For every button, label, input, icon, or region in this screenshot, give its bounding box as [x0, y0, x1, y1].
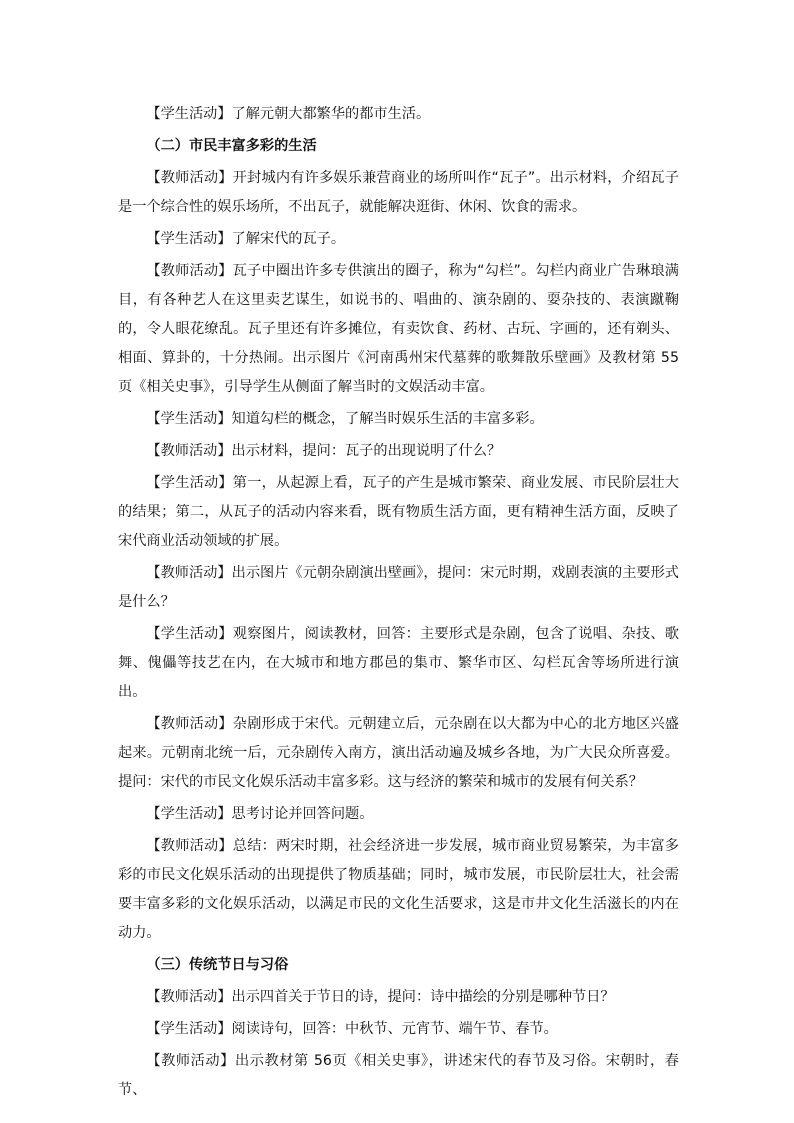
paragraph-teacher-activity: 【教师活动】开封城内有许多娱乐兼营商业的场所叫作“瓦子”。出示材料，介绍瓦子是一个综合性的娱乐场所，不出瓦子，就能解决逛街、休闲、饮食的需求。	[118, 170, 679, 216]
paragraph-teacher-activity: 【教师活动】出示四首关于节日的诗，提问：诗中描绘的分别是哪种节日？	[146, 988, 615, 1005]
paragraph-student-activity: 【学生活动】思考讨论并回答问题。	[146, 805, 374, 822]
paragraph-student-activity: 【学生活动】阅读诗句，回答：中秋节、元宵节、端午节、春节。	[146, 1021, 558, 1037]
paragraph-student-activity: 【学生活动】知道勾栏的概念，了解当时娱乐生活的丰富多彩。	[146, 411, 544, 427]
paragraph-student-activity: 【学生活动】观察图片，阅读教材，回答：主要形式是杂剧，包含了说唱、杂技、歌舞、傀儡等技艺在内，在大城市和地方郡邑的集市、繁华市区、勾栏瓦舍等场所进行演出。	[118, 626, 679, 700]
paragraph-teacher-activity: 【教师活动】杂剧形成于宋代。元朝建立后，元杂剧在以大都为中心的北方地区兴盛起来。元朝南北统一后，元杂剧传入南方，演出活动遍及城乡各地，为广大民众所喜爱。提问：宋代的市民文化娱乐活动丰富多彩。这与经济的繁荣和城市的发展有何关系？	[118, 716, 679, 790]
paragraph-student-activity: 【学生活动】第一，从起源上看，瓦子的产生是城市繁荣、商业发展、市民阶层壮大的结果；第二，从瓦子的活动内容来看，既有物质生活方面，更有精神生活方面，反映了宋代商业活动领域的扩展。	[118, 475, 679, 549]
paragraph-teacher-activity: 【教师活动】出示材料，提问：瓦子的出现说明了什么？	[146, 443, 502, 460]
paragraph-student-activity: 【学生活动】了解宋代的瓦子。	[146, 231, 346, 248]
paragraph-teacher-activity: 【教师活动】出示图片《元朝杂剧演出壁画》，提问：宋元时期，戏剧表演的主要形式是什么？	[118, 565, 679, 610]
section-heading: （二）市民丰富多彩的生活	[146, 138, 317, 155]
paragraph-teacher-activity: 【教师活动】瓦子中圈出许多专供演出的圈子，称为“勾栏”。勾栏内商业广告琳琅满目，有各种艺人在这里卖艺谋生，如说书的、唱曲的、演杂剧的、耍杂技的、表演蹴鞠的，令人眼花缭乱。瓦子里还有许多摊位，有卖饮食、药材、古玩、字画的，还有剃头、相面、算卦的，十分热闹。出示图片《河南禹州宋代墓葬的歌舞散乐壁画》及教材第 55页《相关史事》，引导学生从侧面了解当时的文娱活动丰富。	[118, 263, 679, 395]
document-body	[118, 100, 679, 1105]
paragraph-student-activity: 【学生活动】了解元朝大都繁华的都市生活。	[146, 106, 431, 122]
paragraph-teacher-activity: 【教师活动】出示教材第 56页《相关史事》，讲述宋代的春节及习俗。宋朝时，春节、	[118, 1053, 679, 1098]
paragraph-teacher-activity: 【教师活动】总结：两宋时期，社会经济进一步发展，城市商业贸易繁荣，为丰富多彩的市民文化娱乐活动的出现提供了物质基础；同时，城市发展，市民阶层壮大，社会需要丰富多彩的文化娱乐活动，以满足市民的文化生活要求，这是市井文化生活滋长的内在动力。	[118, 838, 679, 941]
section-heading: （三）传统节日与习俗	[146, 956, 289, 973]
